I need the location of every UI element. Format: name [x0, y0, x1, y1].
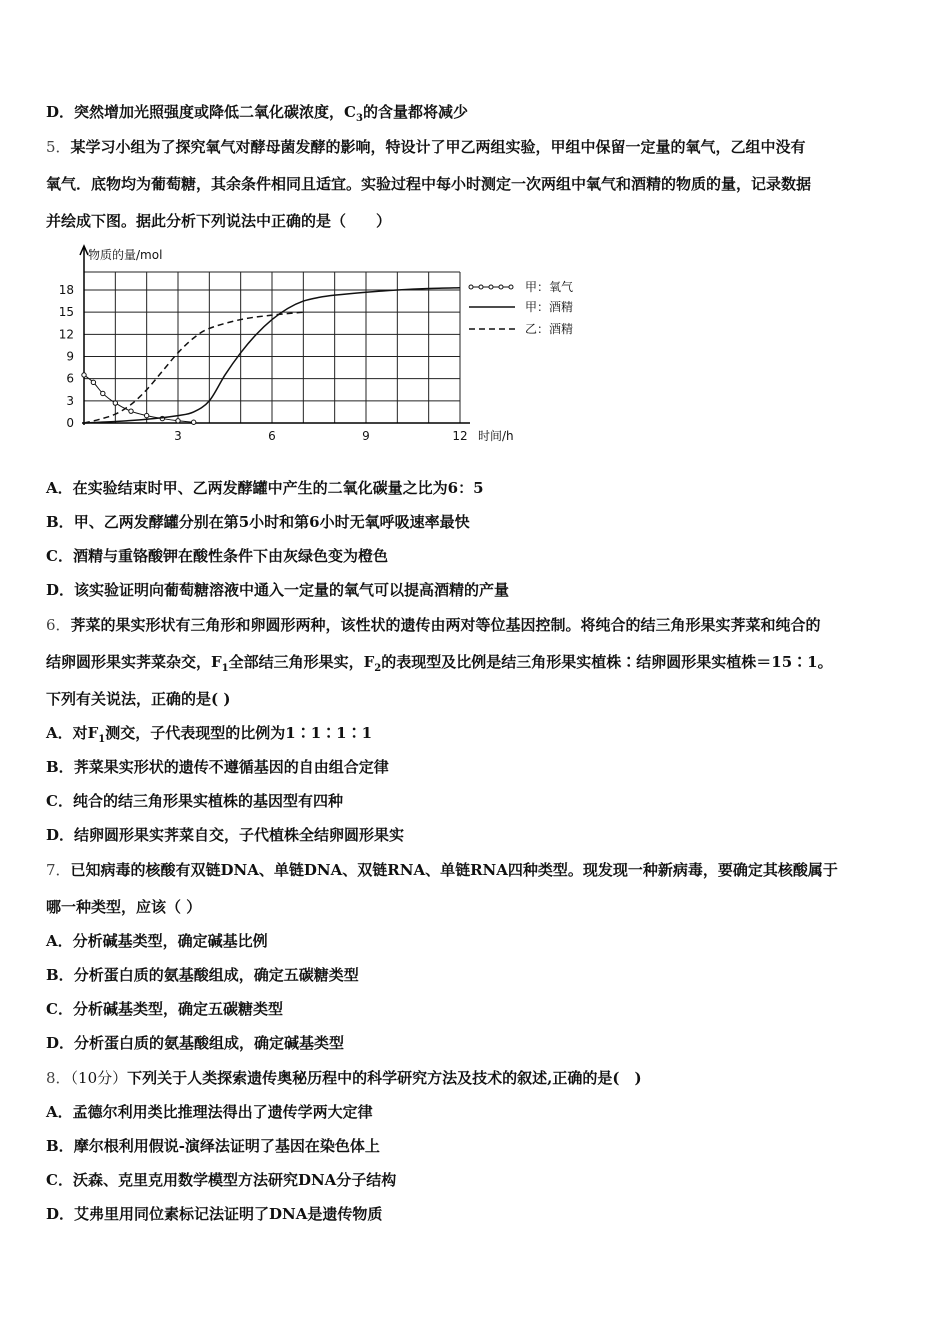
score-tag: （10分） [70, 1069, 128, 1087]
q5-stem-line-2: 氧气．底物均为葡萄糖，其余条件相同且适宜。实验过程中每小时测定一次两组中氧气和酒精的物质的量，记录数据 [46, 175, 812, 193]
legend-swatch-jia-oxygen-marker [499, 285, 503, 289]
q8-option-b: B．摩尔根利用假说-演绎法证明了基因在染色体上 [46, 1137, 380, 1155]
x-tick-label: 3 [174, 429, 182, 443]
y-tick-label: 0 [66, 416, 74, 430]
question-number: 7． [46, 861, 71, 879]
legend-swatch-jia-oxygen-marker [489, 285, 493, 289]
y-tick-label: 6 [66, 371, 74, 386]
x-tick-label: 6 [268, 429, 276, 443]
q7-option-d: D．分析蛋白质的氨基酸组成，确定碱基类型 [46, 1034, 345, 1052]
legend-swatch-jia-oxygen-marker [479, 285, 483, 289]
q6-stem-line-2: 结卵圆形果实荠菜杂交，$F_1$全部结三角形果实，$F_2$的表现型及比例是结三角形果实植株∶结卵圆形果实植株＝15∶1。 [46, 653, 833, 674]
q5-stem-line-3: 并绘成下图。据此分析下列说法中正确的是（ ） [46, 212, 392, 230]
q7-stem-line-2: 哪一种类型，应该（ ） [46, 898, 202, 916]
data-point-jia-oxygen [101, 391, 105, 395]
q6-option-a: A．对$F_1$测交，子代表现型的比例为1∶1∶1∶1 [46, 724, 373, 745]
series-line-yi-alcohol [84, 312, 303, 423]
data-point-jia-oxygen [82, 373, 86, 377]
x-axis-label: 时间/h [478, 429, 514, 443]
q6-option-d: D．结卵圆形果实荠菜自交，子代植株全结卵圆形果实 [46, 826, 405, 844]
legend-swatch-jia-oxygen-marker [509, 285, 513, 289]
data-point-jia-oxygen [191, 420, 195, 424]
q5-option-c: C．酒精与重铬酸钾在酸性条件下由灰绿色变为橙色 [46, 547, 388, 565]
q7-option-a: A．分析碱基类型，确定碱基比例 [46, 932, 268, 950]
y-tick-label: 15 [58, 305, 74, 320]
q6-stem-line-3: 下列有关说法，正确的是( ) [46, 690, 231, 708]
q7-option-c: C．分析碱基类型，确定五碳糖类型 [46, 1000, 283, 1018]
data-point-jia-oxygen [91, 380, 95, 384]
question-number: 5． [46, 138, 71, 156]
q7-stem-line-1: 7．已知病毒的核酸有双链DNA、单链DNA、双链RNA、单链RNA四种类型。现发现一种新病毒，要确定其核酸属于 [46, 861, 838, 879]
q4-option-d: D．突然增加光照强度或降低二氧化碳浓度，$C_3$的含量都将减少 [46, 103, 468, 124]
data-point-jia-oxygen [129, 409, 133, 413]
question-number: 6． [46, 616, 71, 634]
data-point-jia-oxygen [113, 401, 117, 405]
q5-option-d: D．该实验证明向葡萄糖溶液中通入一定量的氧气可以提高酒精的产量 [46, 581, 510, 599]
q8-option-d: D．艾弗里用同位素标记法证明了DNA是遗传物质 [46, 1205, 383, 1223]
y-tick-label: 12 [58, 327, 74, 342]
q5-option-a: A．在实验结束时甲、乙两发酵罐中产生的二氧化碳量之比为6：5 [46, 479, 484, 497]
q8-option-a: A．孟德尔利用类比推理法得出了遗传学两大定律 [46, 1103, 373, 1121]
q6-option-b: B．荠菜果实形状的遗传不遵循基因的自由组合定律 [46, 758, 389, 776]
q6-option-c: C．纯合的结三角形果实植株的基因型有四种 [46, 792, 343, 810]
q8-option-c: C．沃森、克里克用数学模型方法研究DNA分子结构 [46, 1171, 397, 1189]
q5-stem-line-1: 5．某学习小组为了探究氧气对酵母菌发酵的影响，特设计了甲乙两组实验，甲组中保留一定量的氧气，乙组中没有 [46, 138, 806, 156]
y-tick-label: 3 [66, 393, 74, 408]
q6-stem-line-1: 6．荠菜的果实形状有三角形和卵圆形两种，该性状的遗传由两对等位基因控制。将纯合的结三角形果实荠菜和纯合的 [46, 616, 821, 634]
x-tick-label: 12 [452, 429, 468, 443]
y-tick-label: 18 [58, 283, 74, 297]
legend-swatch-jia-oxygen-marker [469, 285, 473, 289]
y-tick-label: 9 [66, 349, 74, 364]
legend-label: 甲：酒精 [525, 300, 574, 314]
q5-option-b: B．甲、乙两发酵罐分别在第5小时和第6小时无氧呼吸速率最快 [46, 513, 470, 531]
data-point-jia-oxygen [176, 419, 180, 423]
legend-label: 乙：酒精 [525, 322, 574, 336]
legend-label: 甲：氧气 [525, 280, 574, 294]
q7-option-b: B．分析蛋白质的氨基酸组成，确定五碳糖类型 [46, 966, 359, 984]
x-tick-label: 9 [362, 429, 370, 443]
q8-stem: 8．（10分）下列关于人类探索遗传奥秘历程中的科学研究方法及技术的叙述,正确的是( ) [46, 1069, 642, 1087]
oxygen-alcohol-chart [44, 240, 604, 450]
data-point-jia-oxygen [144, 413, 148, 417]
y-axis-label: 物质的量/mol [88, 248, 163, 262]
question-number: 8． [46, 1069, 71, 1087]
